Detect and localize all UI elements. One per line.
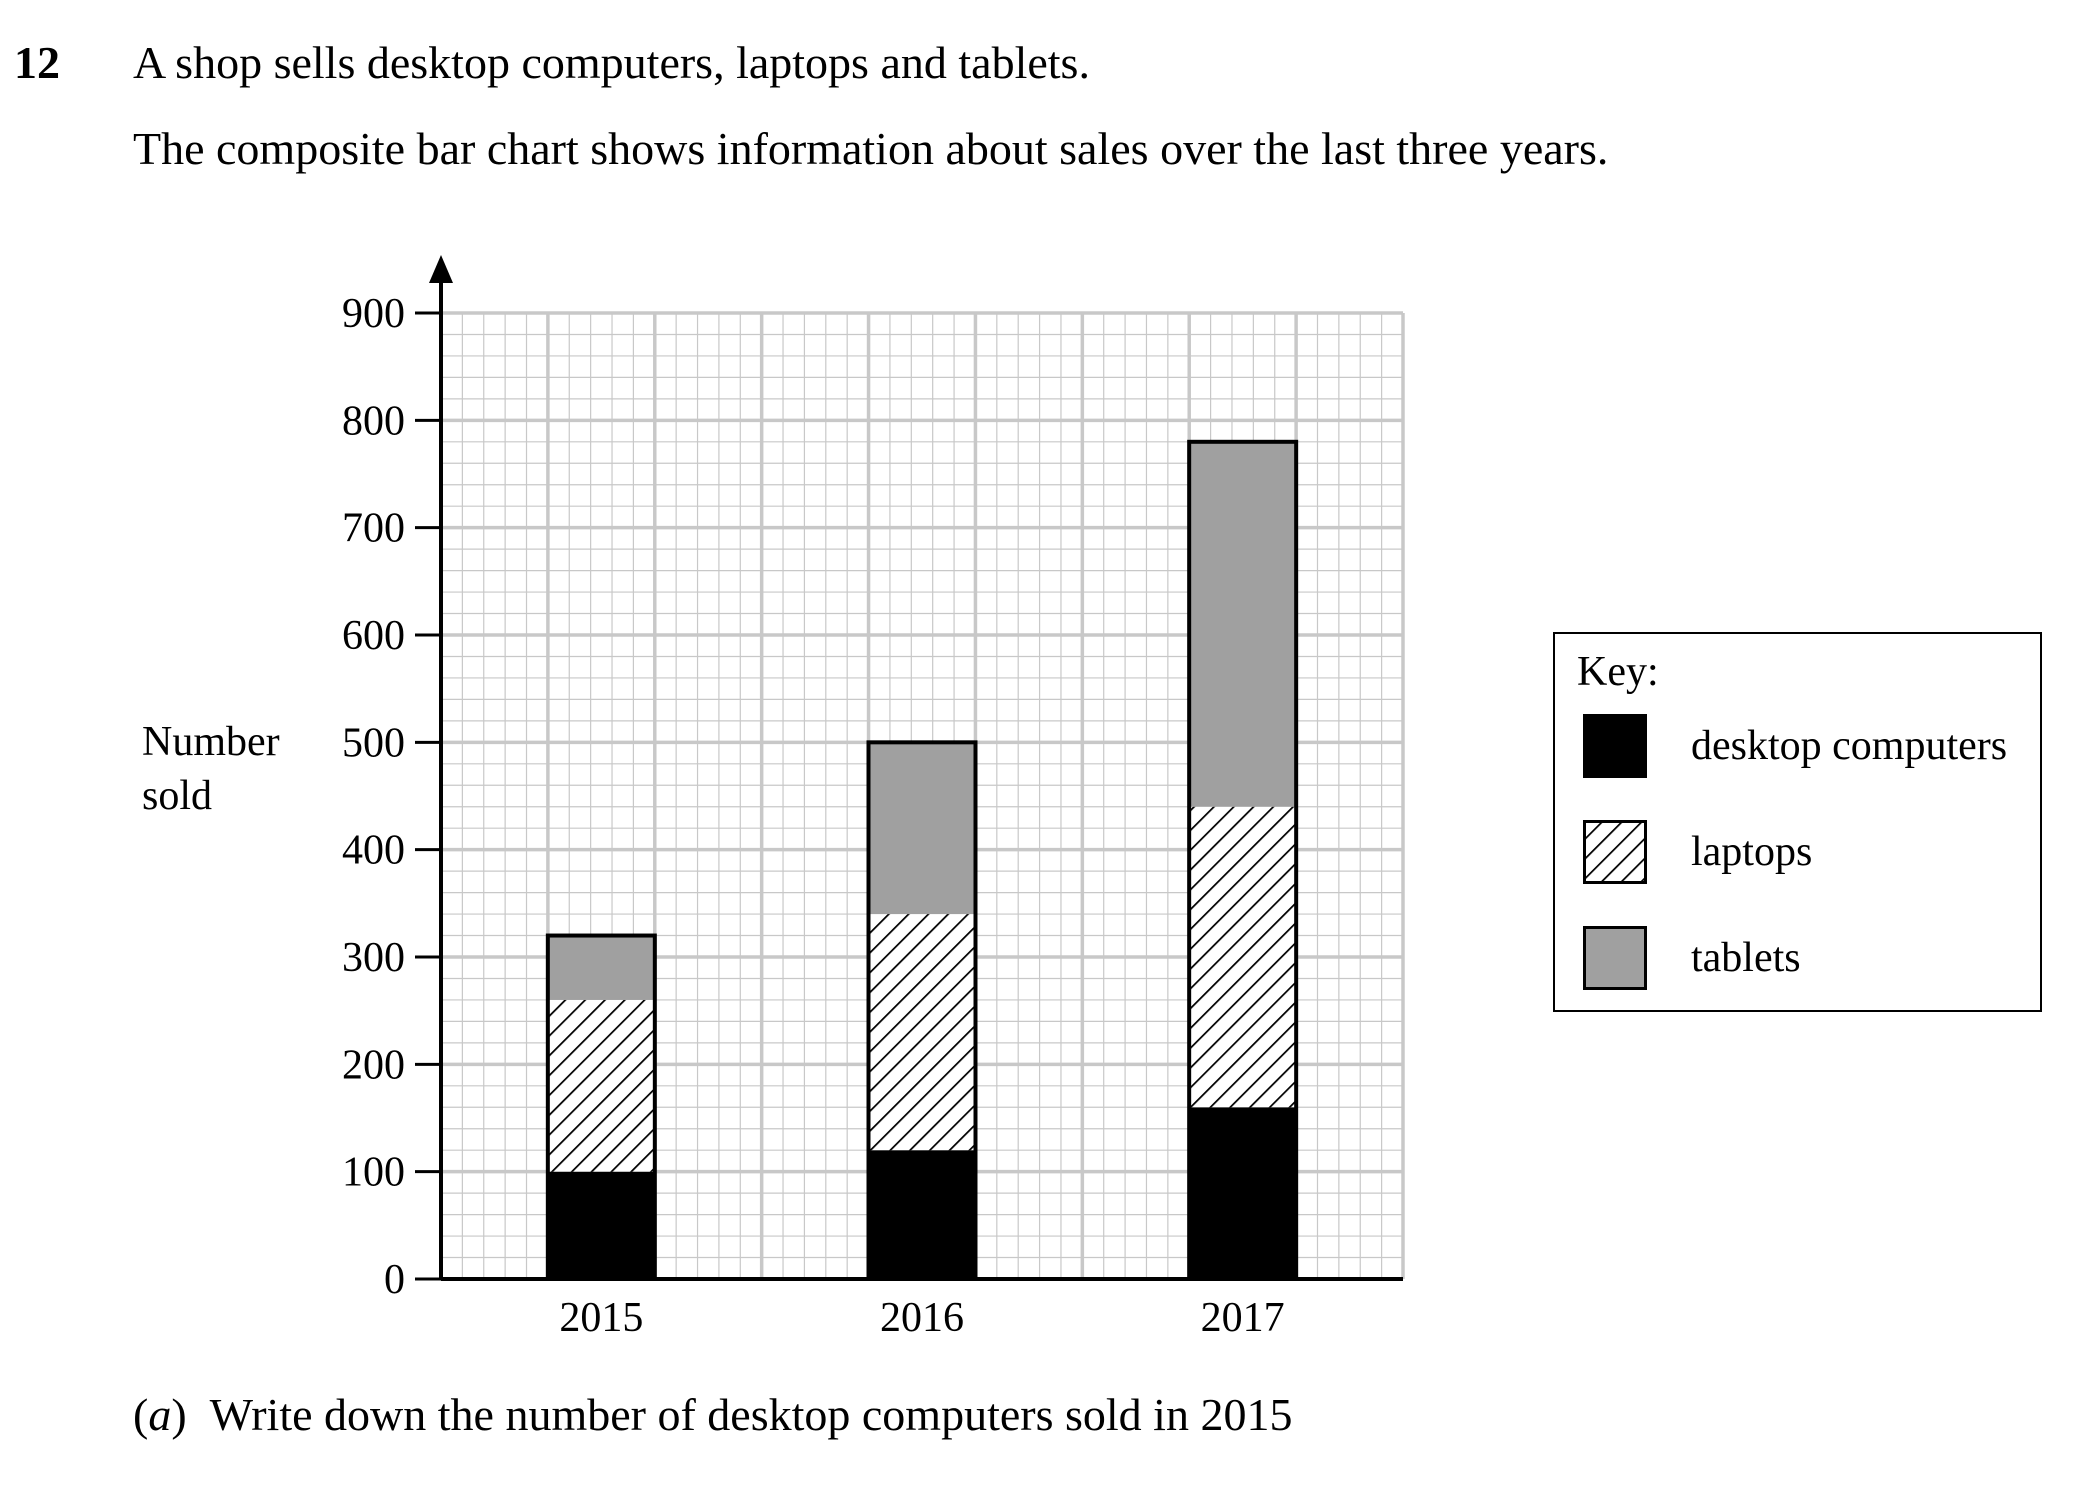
x-tick-labels	[559, 1295, 1284, 1341]
legend-label-laptops: laptops	[1691, 829, 1813, 875]
part-a-letter: a	[148, 1389, 172, 1440]
bar-tablets-2016	[869, 742, 976, 914]
bar-desktop-computers-2016	[869, 1150, 976, 1279]
y-tick-label: 800	[342, 398, 405, 445]
legend	[1553, 632, 2042, 1012]
bars	[548, 442, 1296, 1279]
part-a-close-paren: )	[171, 1389, 187, 1440]
part-a-question	[133, 1388, 1292, 1441]
legend-swatch-laptops	[1583, 820, 1647, 884]
question-description: The composite bar chart shows information about sales over the last three years.	[133, 123, 1609, 174]
y-tick-label: 200	[342, 1042, 405, 1089]
legend-title: Key:	[1577, 649, 1659, 695]
bar-laptops-2015	[548, 1000, 655, 1172]
y-axis-arrow	[429, 255, 453, 283]
bar-laptops-2017	[1189, 807, 1296, 1108]
y-axis-label-line-1: Number	[142, 719, 280, 765]
y-tick-label: 900	[342, 291, 405, 337]
bar-desktop-computers-2017	[1189, 1107, 1296, 1279]
y-tick-label: 600	[342, 613, 405, 659]
y-tick-label: 700	[342, 505, 405, 552]
bar-desktop-computers-2015	[548, 1172, 655, 1279]
x-tick-label: 2016	[880, 1295, 964, 1341]
x-tick-label: 2015	[559, 1295, 644, 1341]
bar-tablets-2015	[548, 936, 655, 1000]
part-a-text: Write down the number of desktop computers sold in 2015	[209, 1389, 1293, 1440]
y-tick-label: 300	[342, 935, 405, 981]
bar-laptops-2016	[869, 914, 976, 1150]
bar-tablets-2017	[1189, 442, 1296, 807]
legend-label-desktop: desktop computers	[1691, 723, 2008, 769]
y-ticks	[342, 291, 441, 1303]
y-axis-label-line-2: sold	[142, 773, 213, 819]
y-tick-label: 500	[342, 720, 405, 767]
legend-swatch-desktop	[1583, 714, 1647, 778]
legend-swatch-tablets	[1583, 926, 1647, 990]
y-tick-label: 0	[384, 1257, 405, 1303]
legend-label-tablets: tablets	[1691, 935, 1801, 981]
y-tick-label: 100	[342, 1149, 405, 1196]
question-intro: A shop sells desktop computers, laptops and tablets.	[133, 37, 1090, 88]
part-a-open-paren: (	[133, 1389, 149, 1440]
x-tick-label: 2017	[1200, 1295, 1285, 1341]
question-number: 12	[14, 37, 60, 88]
y-tick-label: 400	[342, 827, 405, 874]
